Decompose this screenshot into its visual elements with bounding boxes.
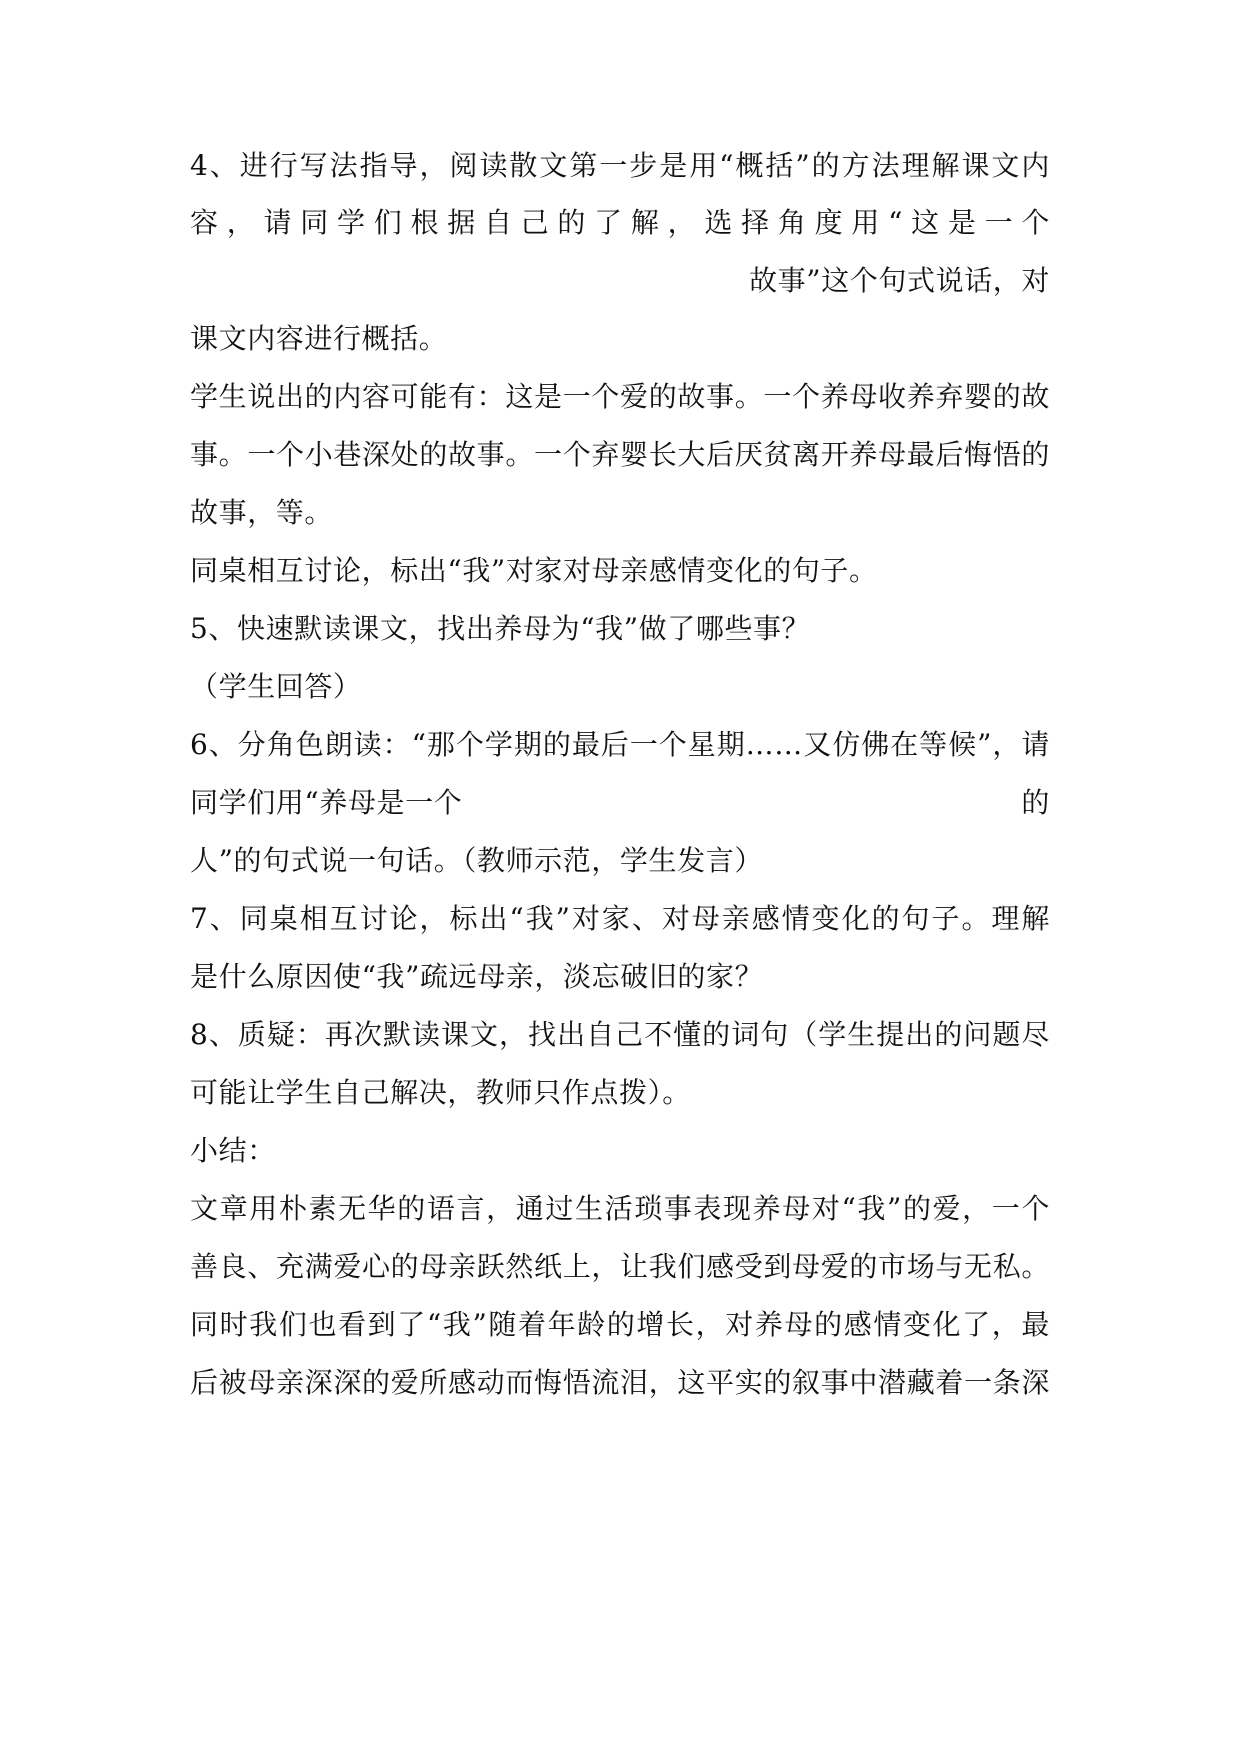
section-heading: 小结： [190, 1134, 276, 1167]
text-line: 故事”这个句式说话，对 [749, 264, 1050, 297]
text-line: 同时我们也看到了“我”随着年龄的增长，对养母的感情变化了，最 [190, 1308, 1050, 1341]
text-line: 6、分角色朗读：“那个学期的最后一个星期……又仿佛在等候”，请 [190, 728, 1050, 761]
text-line: 8、质疑：再次默读课文，找出自己不懂的词句（学生提出的问题尽 [190, 1018, 1050, 1051]
text-line: 人”的句式说一句话。（教师示范，学生发言） [190, 844, 763, 877]
text-line: 善良、充满爱心的母亲跃然纸上，让我们感受到母爱的市场与无私。 [190, 1250, 1050, 1283]
text-line: 文章用朴素无华的语言，通过生活琐事表现养母对“我”的爱，一个 [190, 1192, 1050, 1225]
text-line: 学生说出的内容可能有：这是一个爱的故事。一个养母收养弃婴的故 [190, 380, 1050, 413]
text-line: 课文内容进行概括。 [190, 322, 448, 355]
text-line: 同学们用“养母是一个 [190, 786, 463, 819]
text-line: 7、同桌相互讨论，标出“我”对家、对母亲感情变化的句子。理解 [190, 902, 1050, 935]
text-line: 是什么原因使“我”疏远母亲，淡忘破旧的家？ [190, 960, 764, 993]
text-line: 容，请同学们根据自己的了解，选择角度用“这是一个 [190, 206, 1050, 239]
text-line: 事。一个小巷深处的故事。一个弃婴长大后厌贫离开养母最后悔悟的 [190, 438, 1050, 471]
text-line: 5、快速默读课文，找出养母为“我”做了哪些事？ [190, 612, 811, 645]
text-line: 后被母亲深深的爱所感动而悔悟流泪，这平实的叙事中潜藏着一条深 [190, 1366, 1050, 1399]
text-line: 同桌相互讨论，标出“我”对家对母亲感情变化的句子。 [190, 554, 878, 587]
text-line: 4、进行写法指导，阅读散文第一步是用“概括”的方法理解课文内 [190, 149, 1050, 182]
text-line: 可能让学生自己解决，教师只作点拨）。 [190, 1076, 691, 1109]
text-line-blank-end: 的 [1021, 786, 1050, 819]
text-line: 故事，等。 [190, 496, 334, 529]
text-line: （学生回答） [190, 670, 362, 703]
